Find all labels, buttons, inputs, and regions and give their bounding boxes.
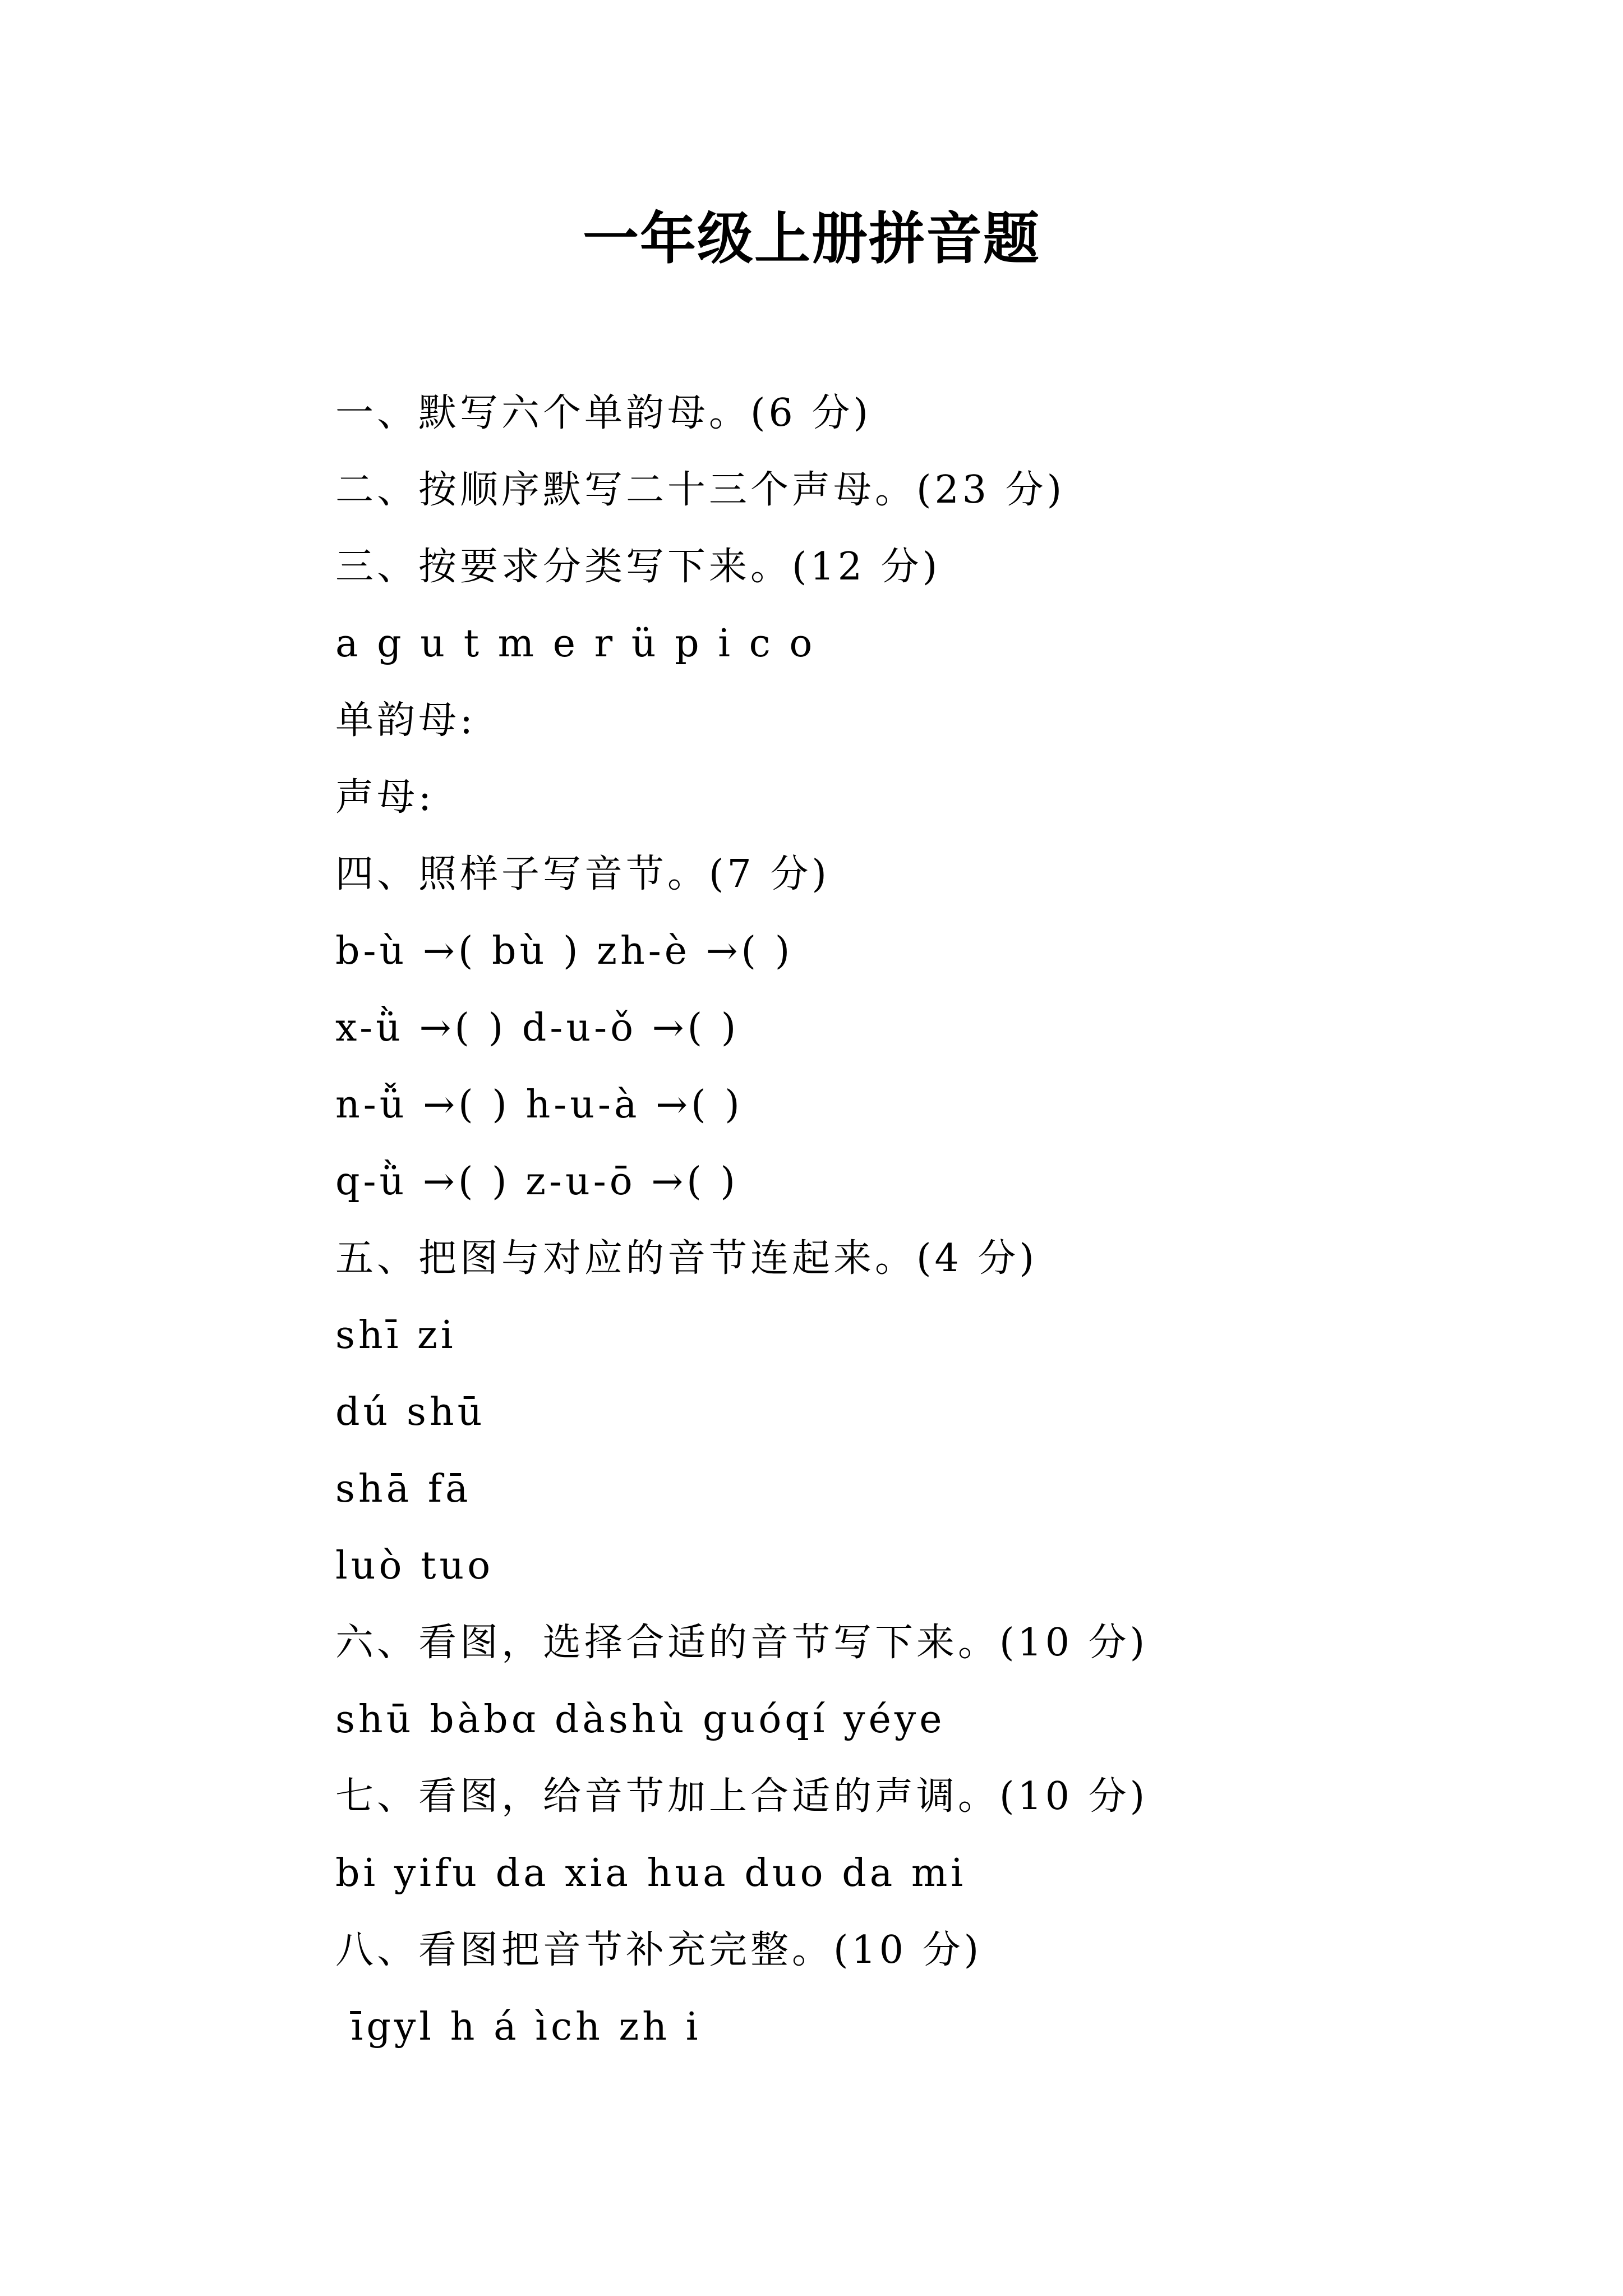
question-6: 六、看图，选择合适的音节写下来。(10 分) <box>335 1621 1149 1665</box>
question-1: 一、默写六个单韵母。(6 分) <box>335 391 872 435</box>
vowels-label: 单韵母: <box>335 698 476 743</box>
question-2: 二、按顺序默写二十三个声母。(23 分) <box>335 468 1066 512</box>
match-item: dú shū <box>335 1390 486 1434</box>
initials-label: 声母: <box>335 775 435 820</box>
question-7: 七、看图，给音节加上合适的声调。(10 分) <box>335 1774 1149 1819</box>
tone-syllables: bi yifu da xia hua duo da mi <box>335 1851 967 1895</box>
question-8: 八、看图把音节补充完整。(10 分) <box>335 1928 983 1972</box>
page-title: 一年级上册拼音题 <box>583 205 1040 272</box>
question-4: 四、照样子写音节。(7 分) <box>335 852 830 896</box>
syllable-row-4: q-ǜ →( ) z-u-ō →( ) <box>335 1159 739 1204</box>
syllable-choices: shū bàbɑ dàshù guóqí yéye <box>335 1697 946 1742</box>
worksheet-body <box>335 375 1569 2065</box>
question-3: 三、按要求分类写下来。(12 分) <box>335 545 941 589</box>
match-item: luò tuo <box>335 1544 494 1588</box>
match-item: shī zi <box>335 1313 457 1358</box>
partial-syllables: īgyl h á ìch zh i <box>335 2005 702 2049</box>
letter-list: a g u t m e r ü p i c o <box>335 622 816 666</box>
syllable-row-1: b-ù →( bù ) zh-è →( ) <box>335 929 794 973</box>
syllable-row-3: n-ǚ →( ) h-u-à →( ) <box>335 1083 743 1127</box>
syllable-row-2: x-ǜ →( ) d-u-ǒ →( ) <box>335 1006 740 1050</box>
match-item: shā fā <box>335 1467 472 1511</box>
question-5: 五、把图与对应的音节连起来。(4 分) <box>335 1236 1038 1281</box>
